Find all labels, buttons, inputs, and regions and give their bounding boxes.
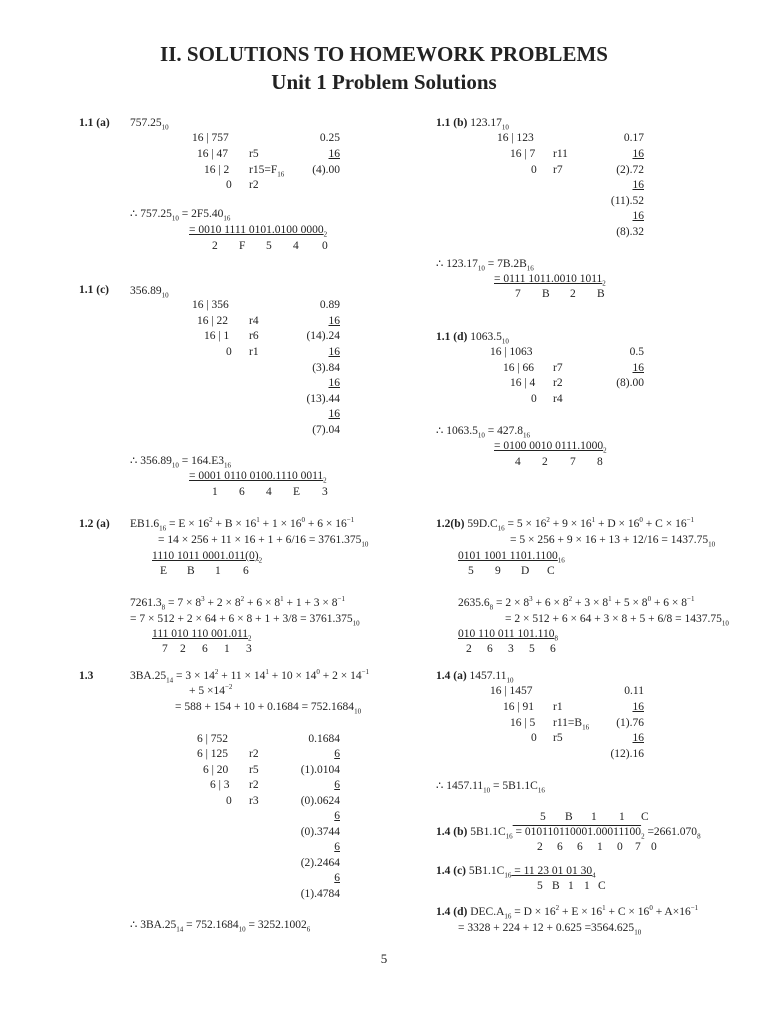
- hex-digit: B: [552, 880, 560, 892]
- fraction-step: 16: [328, 346, 340, 358]
- binary-result: 111 010 110 $001.011_2$: [152, 628, 252, 643]
- quotient: 0: [531, 164, 537, 176]
- equation-line: 1.4 (c) $5B1.1C_{16} = 11$ 23 01 01 $30_4$: [436, 865, 596, 880]
- fraction-step: 16: [632, 732, 644, 744]
- division-step: 16 | 47: [197, 148, 229, 160]
- hex-digit: 4: [515, 456, 521, 468]
- division-step: 16 | 22: [197, 315, 229, 327]
- binary-result: = 0100 0010 $0111.1000_2$: [494, 440, 607, 455]
- octal-digit: 5: [529, 643, 535, 655]
- binary-result: 0101 1001 $1101.1100_{16}$: [458, 550, 565, 565]
- fraction-step: 16: [328, 408, 340, 420]
- octal-digit: 6: [550, 643, 556, 655]
- hex-digit: 7: [515, 288, 521, 300]
- hex-digit: B: [597, 288, 605, 300]
- quotient: 0: [226, 179, 232, 191]
- equation-line: = $5 \times 256 + 9 \times 16 + 13 + 12/16 = 1437.75_{10}$: [510, 534, 716, 549]
- octal-digit: 6: [577, 841, 583, 853]
- fraction-step: 16: [632, 179, 644, 191]
- problem-label: 1.2 (a): [79, 518, 110, 530]
- hex-digit: 9: [495, 565, 501, 577]
- fraction-step: (14).24: [306, 330, 340, 342]
- fraction-step: 6: [334, 810, 340, 822]
- remainder: r7: [553, 164, 563, 176]
- fraction-step: 16: [632, 148, 644, 160]
- remainder: r3: [249, 795, 259, 807]
- division-step: 16 | 356: [192, 299, 229, 311]
- fraction-step: (1).76: [616, 717, 644, 729]
- equation-line: = $2 \times 512 + 6 \times 64 + 3 \times 8 + 5 + 6/8 = 1437.75_{10}$: [505, 613, 729, 628]
- hex-digit: 5: [266, 240, 272, 252]
- fraction-step: (1).0104: [300, 764, 340, 776]
- given-value: 1.1 (d) $1063.5_{10}$: [436, 331, 509, 346]
- binary-result: 010 110 011 $101.110_8$: [458, 628, 558, 643]
- fraction-step: 0.17: [623, 132, 644, 144]
- division-step: 16 | 757: [192, 132, 229, 144]
- division-step: 16 | 2: [204, 164, 230, 176]
- hex-digit: 1: [212, 486, 218, 498]
- quotient: 0: [531, 732, 537, 744]
- hex-digit: 5: [540, 811, 546, 823]
- result: ∴ $1457.11_{10} = 5B1.1C_{16}$: [436, 780, 545, 795]
- octal-digit: 3: [246, 643, 252, 655]
- fraction-step: (2).2464: [300, 857, 340, 869]
- hex-digit: B: [542, 288, 550, 300]
- fraction-step: 16: [632, 362, 644, 374]
- hex-digit: E: [293, 486, 301, 498]
- fraction-step: (0).3744: [300, 826, 340, 838]
- octal-digit: 2: [466, 643, 472, 655]
- equation-line: = $588 + 154 + 10 + 0.1684 = 752.1684_{10}$: [175, 701, 362, 716]
- hex-digit: B: [187, 565, 195, 577]
- fraction-step: (13).44: [306, 393, 340, 405]
- remainder: r1: [249, 346, 259, 358]
- fraction-step: 6: [334, 748, 340, 760]
- division-step: 16 | 123: [497, 132, 534, 144]
- hex-digit: 8: [597, 456, 603, 468]
- division-step: 16 | 7: [510, 148, 536, 160]
- remainder: r11: [553, 148, 568, 160]
- result: ∴ $3BA.25_{14} = 752.1684_{10} = 3252.1002_6$: [130, 919, 311, 934]
- hex-digit: 1: [568, 880, 574, 892]
- division-step: 16 | 1: [204, 330, 230, 342]
- hex-digit: 5: [537, 880, 543, 892]
- hex-digit: D: [521, 565, 530, 577]
- division-step: 6 | 752: [197, 733, 229, 745]
- division-step: 6 | 3: [210, 779, 230, 791]
- fraction-step: 6: [334, 841, 340, 853]
- octal-digit: 2: [537, 841, 543, 853]
- hex-digit: 1: [584, 880, 590, 892]
- result: ∴ $757.25_{10} = 2F5.40_{16}$: [130, 208, 231, 223]
- hex-digit: 7: [570, 456, 576, 468]
- octal-digit: 3: [508, 643, 514, 655]
- octal-digit: 6: [202, 643, 208, 655]
- equation-line: 1.4 (b) $5B1.1C_{16} = 010110110001.00011100_2 =2661.070_8$: [436, 826, 701, 841]
- hex-digit: 2: [570, 288, 576, 300]
- problem-label: 1.3: [79, 670, 94, 682]
- remainder: r5: [249, 764, 259, 776]
- hex-digit: 2: [212, 240, 218, 252]
- hex-digit: C: [598, 880, 606, 892]
- hex-digit: 5: [468, 565, 474, 577]
- fraction-step: (1).4784: [300, 888, 340, 900]
- hex-digit: F: [239, 240, 246, 252]
- remainder: r2: [249, 779, 259, 791]
- given-value: 1.1 (b) $123.17_{10}$: [436, 117, 509, 132]
- fraction-step: 0.5: [629, 346, 644, 358]
- hex-digit: 6: [239, 486, 245, 498]
- fraction-step: (0).0624: [300, 795, 340, 807]
- fraction-step: (2).72: [616, 164, 644, 176]
- fraction-step: 6: [334, 779, 340, 791]
- division-step: 6 | 125: [197, 748, 229, 760]
- remainder: $r15=F_{16}$: [249, 164, 285, 179]
- fraction-step: 16: [328, 377, 340, 389]
- division-step: 16 | 1063: [490, 346, 533, 358]
- remainder: r2: [553, 377, 563, 389]
- division-step: 16 | 5: [510, 717, 536, 729]
- octal-digit: 7: [162, 643, 168, 655]
- fraction-step: (11).52: [610, 195, 644, 207]
- octal-digit: 6: [487, 643, 493, 655]
- octal-digit: 0: [651, 841, 657, 853]
- fraction-step: (4).00: [312, 164, 340, 176]
- octal-digit: 1: [597, 841, 603, 853]
- hex-digit: 1: [619, 811, 625, 823]
- result: ∴ $1063.5_{10} = 427.8_{16}$: [436, 425, 530, 440]
- fraction-step: 16: [328, 148, 340, 160]
- hex-digit: 2: [542, 456, 548, 468]
- hex-digit: 4: [293, 240, 299, 252]
- result: ∴ $356.89_{10} = 164.E3_{16}$: [130, 455, 231, 470]
- fraction-step: (8).00: [616, 377, 644, 389]
- equation-line: $EB1.6_{16} = E \times 16^2 + B \times 16^1 + 1 \times 16^0 + 6 \times 16^{-1}$: [130, 516, 355, 533]
- remainder: r7: [553, 362, 563, 374]
- octal-digit: 6: [557, 841, 563, 853]
- division-step: 16 | 66: [503, 362, 535, 374]
- result: ∴ $123.17_{10} = 7B.2B_{16}$: [436, 258, 534, 273]
- binary-result: = 0111 1011.0010 $1011_2$: [494, 273, 606, 288]
- hex-digit: 1: [591, 811, 597, 823]
- equation-line: 1.4 (d) $DEC.A_{16} = D \times 16^2 + E \times 16^1 + C \times 16^0 + A\times 16^{-1}$: [436, 904, 699, 921]
- page-title: II. SOLUTIONS TO HOMEWORK PROBLEMS: [160, 42, 608, 66]
- octal-digit: 7: [635, 841, 641, 853]
- division-step: 16 | 1457: [490, 685, 533, 697]
- octal-digit: 1: [224, 643, 230, 655]
- given-value: 1.4 (a) $1457.11_{10}$: [436, 670, 514, 685]
- hex-digit: C: [641, 811, 649, 823]
- page-subtitle: Unit 1 Problem Solutions: [271, 70, 497, 94]
- division-step: 6 | 20: [203, 764, 229, 776]
- hex-digit: C: [547, 565, 555, 577]
- fraction-step: 0.89: [319, 299, 340, 311]
- equation-line: = $14 \times 256 + 11 \times 16 + 1 + 6/16 = 3761.375_{10}$: [158, 534, 369, 549]
- page-number: 5: [380, 951, 388, 966]
- fraction-step: 6: [334, 872, 340, 884]
- division-step: 16 | 4: [510, 377, 536, 389]
- fraction-step: 0.25: [319, 132, 340, 144]
- remainder: $r11=B_{16}$: [553, 717, 590, 732]
- hex-digit: 1: [215, 565, 221, 577]
- division-step: 16 | 91: [503, 701, 535, 713]
- hex-digit: 6: [243, 565, 249, 577]
- remainder: r5: [553, 732, 563, 744]
- hex-digit: 0: [322, 240, 328, 252]
- equation-line: = $3328 + 224 + 12 + 0.625 =3564.625_{10}$: [458, 922, 642, 937]
- binary-result: 1110 1011 $0001.011(0)_2$: [152, 550, 263, 565]
- equation-line: = $7 \times 512 + 2 \times 64 + 6 \times 8 + 1 + 3/8 = 3761.375_{10}$: [130, 613, 360, 628]
- equation-line: $7261.3_8 = 7 \times 8^3 + 2 \times 8^2 + 6 \times 8^1 + 1 + 3 \times 8^{-1}$: [130, 595, 345, 612]
- fraction-step: 16: [632, 701, 644, 713]
- octal-digit: 2: [180, 643, 186, 655]
- fraction-step: (8).32: [616, 226, 644, 238]
- remainder: r2: [249, 748, 259, 760]
- problem-label: 1.1 (c): [79, 284, 110, 296]
- given-value: $356.89_{10}$: [130, 285, 169, 300]
- hex-digit: E: [160, 565, 168, 577]
- equation-line: $3BA.25_{14} = 3 \times 14^2 + 11 \times 14^1 + 10 \times 14^0 + 2 \times 14^{-1}$: [130, 668, 370, 685]
- fraction-step: (3).84: [312, 362, 340, 374]
- quotient: 0: [531, 393, 537, 405]
- fraction-step: 0.11: [624, 685, 644, 697]
- remainder: r4: [553, 393, 563, 405]
- binary-result: = 0001 0110 0100.1110 $0011_2$: [189, 470, 327, 485]
- equation-line: + $5 \times 14^{-2}$: [189, 683, 233, 697]
- problem-label: 1.1 (a): [79, 117, 110, 129]
- remainder: r5: [249, 148, 259, 160]
- hex-digit: 4: [266, 486, 272, 498]
- fraction-step: (7).04: [312, 424, 340, 436]
- quotient: 0: [226, 346, 232, 358]
- equation-line: 1.2(b) $59D.C_{16} = 5 \times 16^2 + 9 \times 16^1 + D \times 16^0 + C \times 16^{-1}$: [436, 516, 695, 533]
- remainder: r1: [553, 701, 563, 713]
- given-value: $757.25_{10}$: [130, 117, 169, 132]
- fraction-step: (12).16: [610, 748, 644, 760]
- binary-result: = 0010 1111 0101.0100 $0000_2$: [189, 224, 328, 239]
- octal-digit: 0: [617, 841, 623, 853]
- hex-digit: 3: [322, 486, 328, 498]
- fraction-step: 16: [328, 315, 340, 327]
- fraction-step: 0.1684: [308, 733, 340, 745]
- remainder: r2: [249, 179, 259, 191]
- equation-line: $2635.6_8 = 2 \times 8^3 + 6 \times 8^2 + 3 \times 8^1 + 5 \times 8^0 + 6 \times 8^{-1}$: [458, 595, 695, 612]
- hex-digit: B: [565, 811, 573, 823]
- remainder: r4: [249, 315, 259, 327]
- quotient: 0: [226, 795, 232, 807]
- fraction-step: 16: [632, 210, 644, 222]
- remainder: r6: [249, 330, 259, 342]
